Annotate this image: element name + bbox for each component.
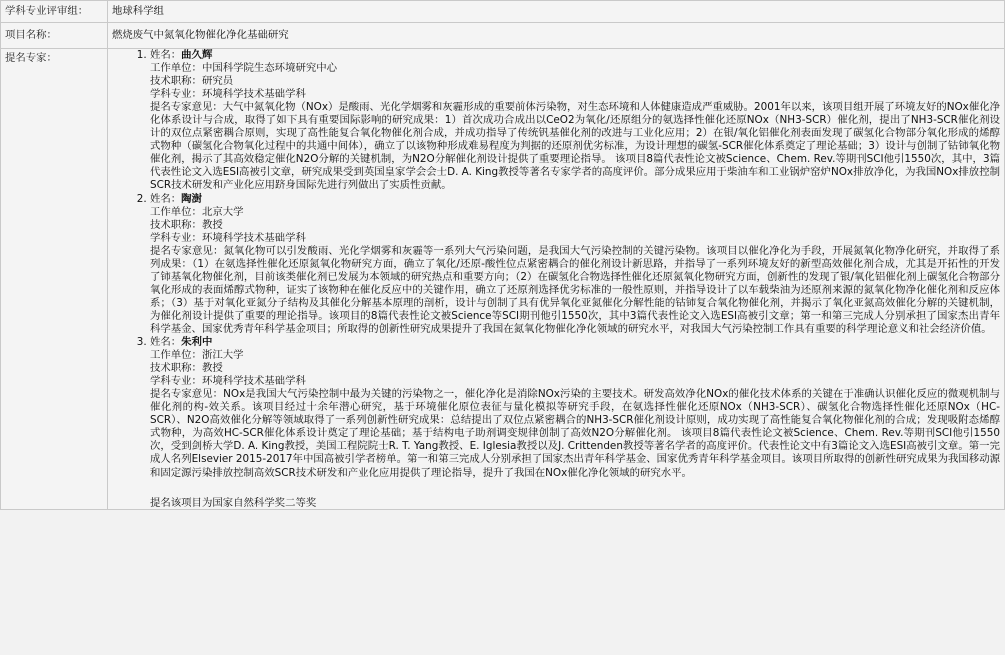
experts-row — [1, 49, 1005, 510]
name-label: 姓名： — [150, 336, 182, 349]
expert-opinion: NOx是我国大气污染控制中最为关键的污染物之一，催化净化是消除NOx污染的主要技术。研发高效净化NOx的催化技术体系的关键在于准确认识催化反应的微观机制与催化剂的构-效关系。该项目经过十余年潜心研究，基于环境催化原位表征与量化模拟等研究手段，在氨选择性催化还原NOx（NH3-SCR）、碳氢化合物选择性催化还原NOx（HC-SCR）、N2O高效催化分解等领域取得了一系列创新性研究成果：总结提出了双位点紧密耦合的NH3-SCR催化剂设计原则，成功实现了高性能复合氧化物催化剂的合成；发现吸附态烯醇式物种，为高效HC-SCR催化体系设计奠定了理论基础；基于结构电子助剂调变规律创制了高效N2O分解催化剂。 该项目8篇代表性论文被Science、Chem. Rev.等期刊SCI他引1550次，受到剑桥大学D. A. King教授，美国工程院院士R. T. Yang教授、E. Iglesia教授以及J. Crittenden教授等著名学者的高度评价。代表性论文中有3篇论文入选ESI高被引文章。第一完成人名列Elsevier 2015-2017年中国高被引学者榜单。第一和第三完成人分别承担了国家杰出青年科学基金、国家优秀青年科学基金项目。该项目所取得的创新性研究成果为我国移动源和固定源污染排放控制高效SCR技术研发和产业化应用提供了理论指导，提升了我国在NOx催化净化领域的研究水平。 — [150, 388, 1001, 479]
expert-title: 研究员 — [201, 75, 234, 88]
expert-opinion-line — [150, 245, 1000, 336]
expert-opinion-line — [150, 388, 1000, 479]
expert-org: 北京大学 — [201, 205, 244, 218]
project-label: 项目名称： — [1, 23, 108, 49]
expert-org: 浙江大学 — [201, 349, 244, 362]
expert-title-line — [150, 75, 1000, 88]
major-label: 学科专业： — [150, 231, 202, 244]
org-label: 工作单位： — [150, 349, 202, 362]
expert-title-line — [150, 362, 1000, 375]
org-label: 工作单位： — [150, 62, 202, 75]
expert-major-line — [150, 232, 1000, 245]
expert-major: 环境科学技术基础学科 — [201, 88, 306, 101]
expert-org-line — [150, 206, 1000, 219]
group-label: 学科专业评审组： — [1, 1, 108, 23]
name-label: 姓名： — [150, 49, 182, 61]
major-label: 学科专业： — [150, 375, 202, 388]
expert-name-line — [150, 49, 1000, 62]
expert-title: 教授 — [201, 362, 223, 375]
expert-title: 教授 — [201, 218, 223, 231]
title-label: 技术职称： — [150, 218, 202, 231]
opinion-label: 提名专家意见： — [150, 244, 224, 257]
expert-major: 环境科学技术基础学科 — [201, 375, 306, 388]
expert-opinion: 氮氧化物可以引发酸雨、光化学烟雾和灰霾等一系列大气污染问题，是我国大气污染控制的关键污染物。该项目以催化净化为手段，开展氮氧化物净化研究，并取得了系列成果：（1）在氨选择性催化还原氮氧化物研究方面，确立了氧化/还原-酸性位点紧密耦合的催化剂设计新思路，并指导了一系列环境友好的新型高效催化剂合成，尤其是开拓性的开发了铈基氧化物催化剂，目前该类催化剂已发展为本领域的研究热点和重要方向；（2）在碳氢化合物选择性催化还原氮氧化物研究方面，创新性的发现了银/氧化铝催化剂上碳氢化合物部分氧化形成的表面烯醇式物种，证实了该物种在催化反应中的关键作用，确立了还原剂选择优劣标准的一般性原则，并指导设计了以车载柴油为还原剂来源的氮氧化物净化催化剂和反应体系；（3）基于对氧化亚氮分子结构及其催化分解基本原理的剖析，设计与创制了具有优异氧化亚氮催化分解性能的钴铈复合氧化物催化剂，并揭示了氧化亚氮高效催化分解的关键机制，为催化剂设计提供了重要的理论指导。该项目的8篇代表性论文被Science等SCI期刊他引1550次，其中3篇代表性论文入选ESI高被引文章；第一和第三完成人分别承担了国家杰出青年科学基金、国家优秀青年科学基金项目；所取得的创新性研究成果提升了我国在氮氧化物催化净化领域的研究水平，对我国大气污染控制工作具有重要的科学理论意义和社会经济价值。 — [150, 244, 1000, 335]
project-row — [1, 23, 1005, 49]
group-value: 地球科学组 — [108, 1, 1005, 23]
expert-major-line — [150, 88, 1000, 101]
expert-org-line — [150, 349, 1000, 362]
expert-name-line — [150, 193, 1000, 206]
expert-org: 中国科学院生态环境研究中心 — [201, 62, 338, 75]
expert-major: 环境科学技术基础学科 — [201, 231, 306, 244]
experts-content — [108, 49, 1005, 510]
expert-item — [150, 49, 1000, 193]
org-label: 工作单位： — [150, 205, 202, 218]
expert-org-line — [150, 62, 1000, 75]
expert-major-line — [150, 375, 1000, 388]
title-label: 技术职称： — [150, 75, 202, 88]
project-value: 燃烧废气中氮氧化物催化净化基础研究 — [108, 23, 1005, 49]
opinion-label: 提名专家意见： — [150, 101, 223, 114]
expert-title-line — [150, 219, 1000, 232]
name-label: 姓名： — [150, 192, 182, 205]
group-row — [1, 1, 1005, 23]
major-label: 学科专业： — [150, 88, 202, 101]
opinion-label: 提名专家意见： — [150, 388, 224, 401]
expert-name: 曲久辉 — [181, 49, 213, 61]
expert-item — [150, 193, 1000, 337]
expert-name-line — [150, 336, 1000, 349]
nomination-statement: 提名该项目为国家自然科学奖二等奖 — [150, 496, 317, 509]
title-label: 技术职称： — [150, 362, 202, 375]
expert-name: 朱利中 — [181, 336, 213, 349]
expert-name: 陶澍 — [181, 192, 202, 205]
experts-label: 提名专家： — [1, 49, 108, 510]
expert-item — [150, 336, 1000, 480]
expert-opinion: 大气中氮氧化物（NOx）是酸雨、光化学烟雾和灰霾形成的重要前体污染物，对生态环境和人体健康造成严重威胁。2001年以来，该项目组开展了环境友好的NOx催化净化体系设计与合成，取得了如下具有重要国际影响的研究成果：1）首次成功合成出以CeO2为氧化/还原组分的氨选择性催化还原NOx（NH3-SCR）催化剂，提出了NH3-SCR催化剂设计的双位点紧密耦合原则，实现了高性能复合氧化物催化剂合成，并成功指导了传统钒基催化剂的改进与工业化应用；2）在银/氧化铝催化剂表面发现了碳氢化合物部分氧化形成的烯醇式物种（碳氢化合物氧化过程中的共通中间体），确立了以该物种形成难易程度为判据的还原剂优劣标准，为设计理想的碳氢-SCR催化体系奠定了理论基础；3）设计与创制了钴铈氧化物催化剂，揭示了其高效稳定催化N2O分解的关键机制，为N2O分解催化剂设计提供了重要理论指导。 该项目8篇代表性论文被Science、Chem. Rev.等期刊SCI他引1550次，其中，3篇代表性论文入选ESI高被引文章，研究成果受到英国皇家学会会士D. A. King教授等著名专家学者的高度评价。部分成果应用于柴油车和工业锅炉窑炉NOx排放净化，为我国NOx排放控制SCR技术研发和产业化应用跻身国际先进行列做出了实质性贡献。 — [150, 101, 1001, 192]
expert-list — [112, 49, 1000, 480]
expert-opinion-line — [150, 101, 1000, 192]
